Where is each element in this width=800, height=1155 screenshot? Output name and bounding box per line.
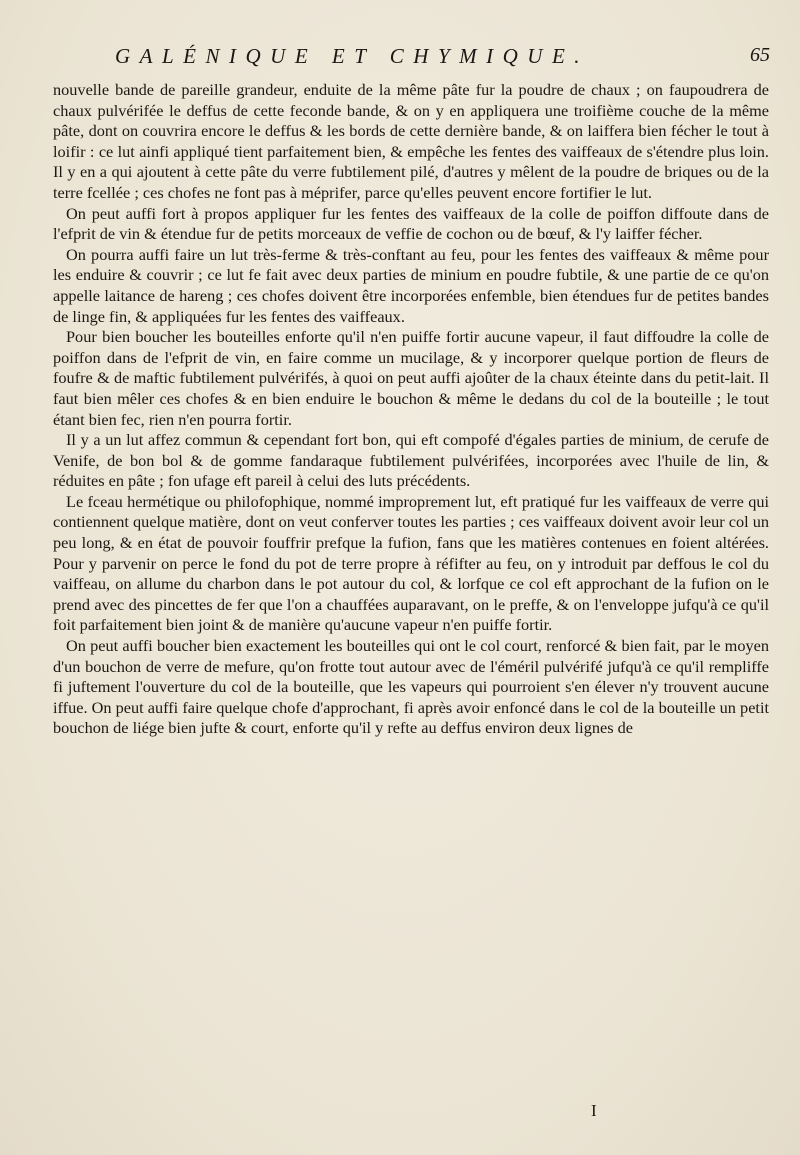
paragraph: Pour bien boucher les bouteilles enforte qu'il n'en puiffe fortir aucune vapeur, il faut diffoudre la colle de poiffon dans de l'efprit de vin, en faire comme un mucilage, & y incorporer quelque portion de fleurs de foufre & de maftic fubtilement pulvérifés, à quoi on peut auffi ajoûter de la chaux éteinte dans du petit-lait. Il faut bien mêler ces chofes & en bien enduire le bouchon & même le dedans du col de la bouteille ; le tout étant bien fec, rien n'en pourra fortir. [53,327,769,429]
paragraph: nouvelle bande de pareille grandeur, enduite de la même pâte fur la poudre de chaux ; on faupoudrera de chaux pulvérifée le deffus de cette feconde bande, & on y en appliquera une troifième couche de la même pâte, dont on couvrira encore le deffus & les bords de cette dernière bande, & on laiffera bien fécher le tout à loifir : ce lut ainfi appliqué tient parfaitement bien, & empêche les fentes des vaiffeaux de s'étendre plus loin. Il y en a qui ajoutent à cette pâte du verre fubtilement pilé, d'autres y mêlent de la poudre de briques ou de la terre fcellée ; ces chofes ne font pas à méprifer, parce qu'elles peuvent encore fortifier le lut. [53,80,769,202]
paragraph: On pourra auffi faire un lut très-ferme & très-conftant au feu, pour les fentes des vaiffeaux & même pour les enduire & couvrir ; ce lut fe fait avec deux parties de minium en poudre fubtile, & une partie de ce qu'on appelle laitance de hareng ; ces chofes doivent être incorporées enfemble, bien étendues fur de petites bandes de linge fin, & appliquées fur les fentes des vaiffeaux. [53,244,769,326]
paragraph: On peut auffi fort à propos appliquer fur les fentes des vaiffeaux de la colle de poiffon diffoute dans de l'efprit de vin & étendue fur de petits morceaux de veffie de cochon ou de bœuf, & l'y laiffer fécher. [53,203,769,244]
paragraph: On peut auffi boucher bien exactement les bouteilles qui ont le col court, renforcé & bien fait, par le moyen d'un bouchon de verre de mefure, qu'on frotte tout autour avec de l'éméril pulvérifé jufqu'à ce qu'il rempliffe fi juftement l'ouverture du col de la bouteille, que les vapeurs qui pourroient s'en élever n'y trouvent aucune iffue. On peut auffi faire quelque chofe d'approchant, fi après avoir enfoncé dans le col de la bouteille un petit bouchon de liége bien jufte & court, enforte qu'il y refte au deffus environ deux lignes de [53,636,769,738]
paragraph: Il y a un lut affez commun & cependant fort bon, qui eft compofé d'égales parties de minium, de cerufe de Venife, de bon bol & de gomme fandaraque fubtilement pulvérifées, incorporées avec l'huile de lin, & réduites en pâte ; fon ufage eft pareil à celui des luts précédents. [53,430,769,491]
signature-mark: I [591,1101,597,1120]
page-number: 65 [750,44,770,66]
body-text [53,80,769,739]
running-head [115,44,770,78]
running-title: GALÉNIQUE ET CHYMIQUE. [115,44,590,68]
paragraph: Le fceau hermétique ou philofophique, nommé improprement lut, eft pratiqué fur les vaiffeaux de verre qui contiennent quelque matière, dont on veut conferver toutes les parties ; ces vaiffeaux doivent avoir leur col un peu long, & en état de pouvoir fouffrir prefque la fufion, fans que les matières contenues en foient altérées. Pour y parvenir on perce le fond du pot de terre propre à réfifter au feu, on y introduit par deffous le col du vaiffeau, on allume du charbon dans le pot autour du col, & lorfque ce col eft approchant de la fufion on le prend avec des pincettes de fer que l'on a chauffées auparavant, on le preffe, & on l'enveloppe jufqu'à ce qu'il foit parfaitement bien joint & de manière qu'aucune vapeur n'en puiffe fortir. [53,491,769,635]
